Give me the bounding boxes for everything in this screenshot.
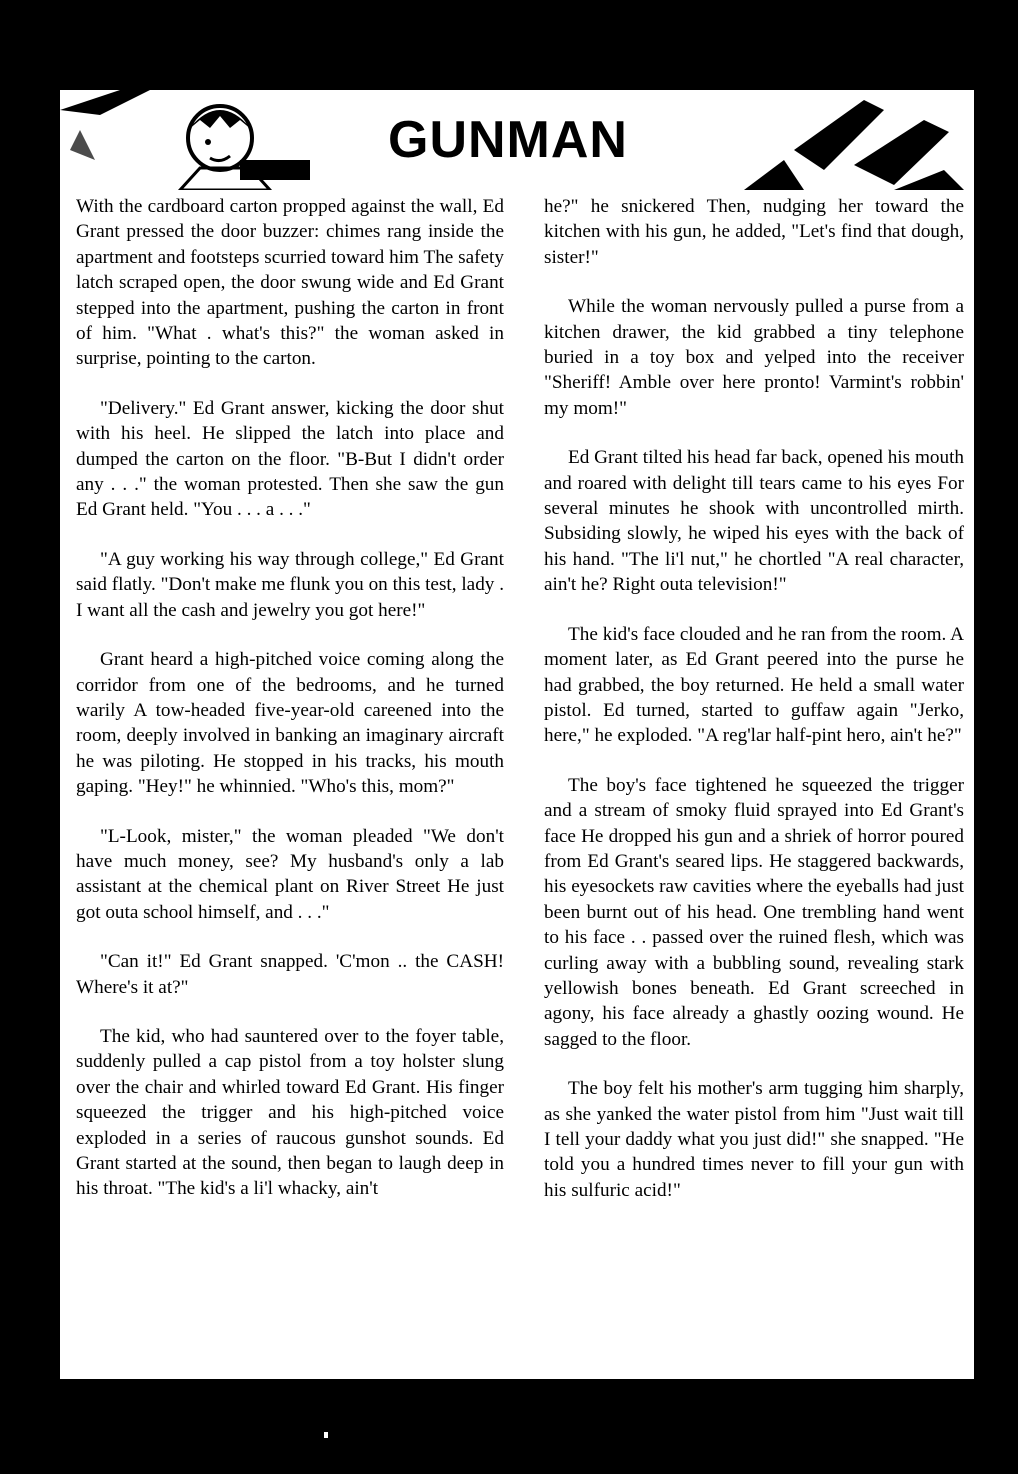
- paragraph: "A guy working his way through college," Ed Grant said flatly. "Don't make me flunk you on this test, lady . I want all the cash and jewelry you got here!": [76, 548, 504, 621]
- right-column: [544, 194, 964, 1203]
- paragraph: "Delivery." Ed Grant answer, kicking the door shut with his heel. He slipped the latch into place and dumped the carton on the floor. "B-But I didn't order any . . ." the woman protested. Then she saw the gun Ed Grant held. "You . . . a . . .": [76, 397, 504, 521]
- speck: [324, 1432, 328, 1438]
- paragraph: "Can it!" Ed Grant snapped. 'C'mon .. the CASH! Where's it at?": [76, 951, 504, 998]
- story-header: [60, 90, 974, 190]
- paragraph: The boy felt his mother's arm tugging him sharply, as she yanked the water pistol from him "Just wait till I tell your daddy what you just did!" she snapped. "He told you a hundred times never to fill your gun with his sulfuric acid!": [544, 1078, 964, 1201]
- left-column: [76, 194, 504, 1202]
- paragraph: The kid, who had sauntered over to the foyer table, suddenly pulled a cap pistol from a toy holster slung over the chair and whirled toward Ed Grant. His finger squeezed the trigger and his high-pitched voice exploded in a series of raucous gunshot sounds. Ed Grant started at the sound, then began to laugh deep in his throat. "The kid's a li'l whacky, ain't: [76, 1025, 504, 1200]
- paragraph: "L-Look, mister," the woman pleaded "We don't have much money, see? My husband's only a lab assistant at the chemical plant on River Street He just got outa school himself, and . . .": [76, 825, 504, 923]
- story-title: GUNMAN: [388, 111, 628, 169]
- paragraph: Grant heard a high-pitched voice coming along the corridor from one of the bedrooms, and he turned warily A tow-headed five-year-old careened into the room, deeply involved in banking an imaginary aircraft he was piloting. He stopped in his tracks, his mouth gaping. "Hey!" he whinnied. "Who's this, mom?": [76, 649, 504, 798]
- paragraph: With the cardboard carton propped against the wall, Ed Grant pressed the door buzzer: chimes rang inside the apartment and footsteps scurried toward him The safety latch scraped open, the door swung wide and Ed Grant stepped into the apartment, pushing the carton in front of him. "What . what's this?" the woman asked in surprise, pointing to the carton.: [76, 196, 504, 370]
- paragraph: The kid's face clouded and he ran from the room. A moment later, as Ed Grant peered into the purse he had grabbed, the boy returned. He held a small water pistol. Ed turned, started to guffaw again "Jerko, here," he exploded. "A reg'lar half-pint hero, ain't he?": [544, 623, 964, 747]
- boy-illustration-icon: [60, 90, 330, 190]
- paragraph: Ed Grant tilted his head far back, opened his mouth and roared with delight till tears came to his eyes For several minutes he shook with uncontrolled mirth. Subsiding slowly, he wiped his eyes with the back of his hand. "The li'l nut," he chortled "A real character, ain't he? Right outa television!": [544, 447, 964, 596]
- paragraph: he?" he snickered Then, nudging her toward the kitchen with his gun, he added, "Let's find that dough, sister!": [544, 196, 964, 268]
- paragraph: The boy's face tightened he squeezed the trigger and a stream of smoky fluid sprayed into Ed Grant's face He dropped his gun and a shriek of horror poured from Ed Grant's seared lips. He staggered backwards, his eyesockets raw cavities where the eyeballs had just been burnt out of his head. One trembling hand went to his face . . passed over the ruined flesh, which was curling away with a bubbling sound, revealing stark yellowish bones beneath. Ed Grant screeched in agony, his face already a ghastly oozing wound. He sagged to the floor.: [544, 774, 964, 1050]
- story-page: [58, 90, 976, 1382]
- bottom-rule: [60, 1379, 974, 1382]
- paragraph: While the woman nervously pulled a purse from a kitchen drawer, the kid grabbed a tiny telephone buried in a toy box and yelped into the receiver "Sheriff! Amble over here pronto! Varmint's robbin' my mom!": [544, 296, 964, 419]
- boots-illustration-icon: [744, 90, 964, 190]
